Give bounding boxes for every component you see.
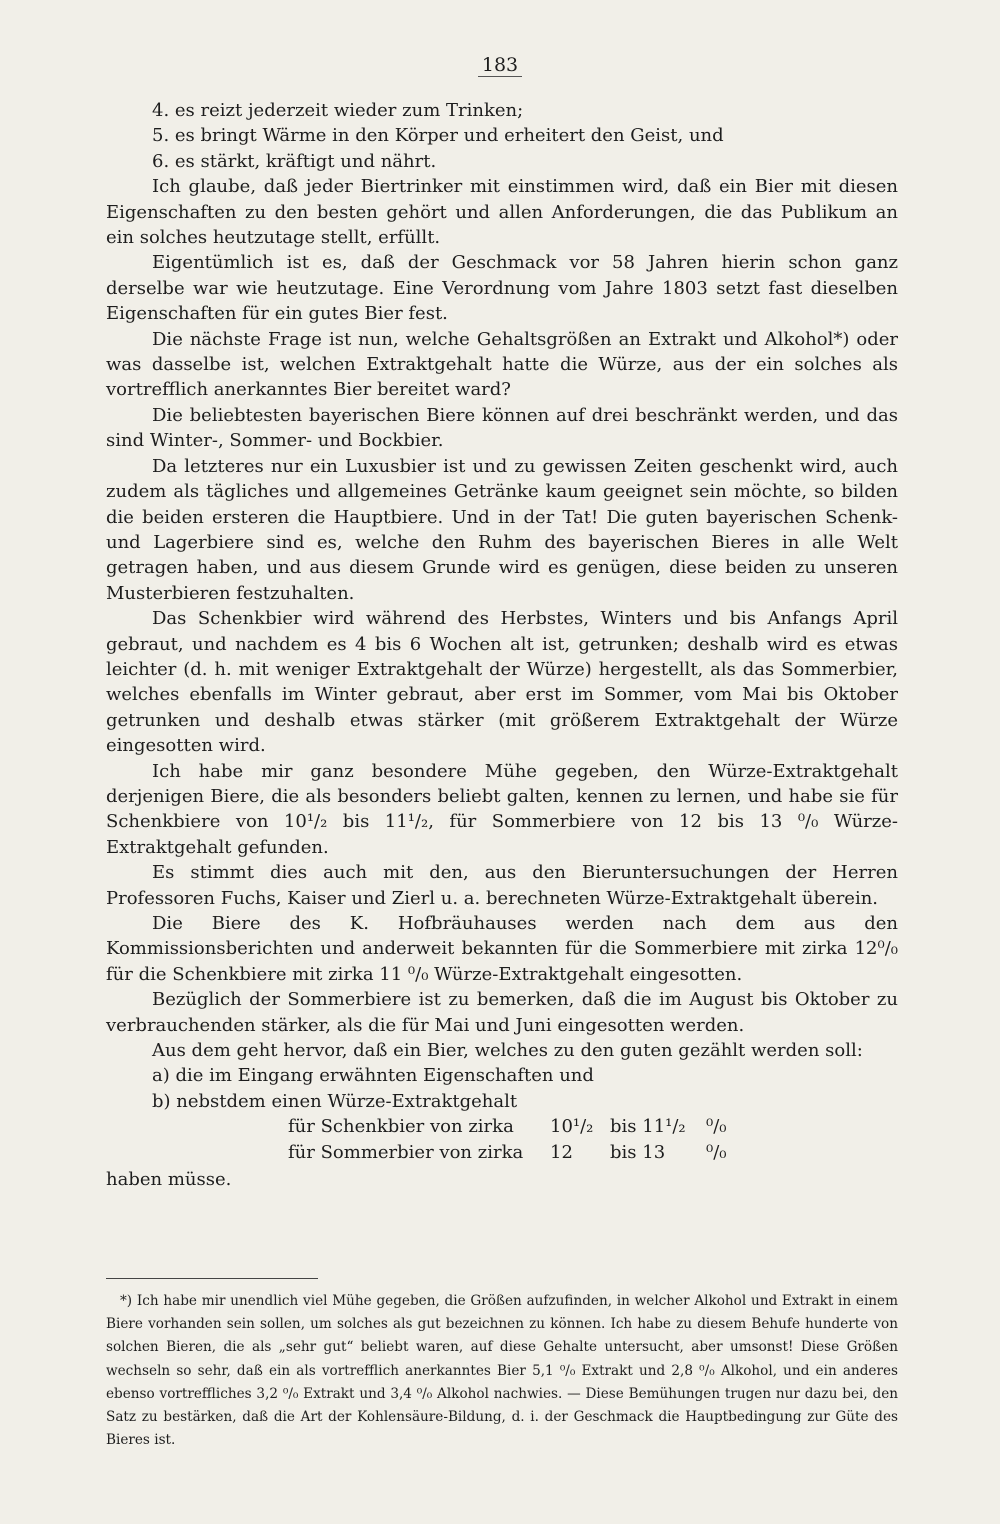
paragraph: Eigentümlich ist es, daß der Geschmack vor 58 Jahren hierin schon ganz derselbe war wie heutzutage. Eine Verordnung vom Jahre 1803 setzt fast dieselben Eigenschaften für ein gutes Bier fest. [106,252,898,325]
closing-line: haben müsse. [106,1169,232,1191]
paragraph: Ich habe mir ganz besondere Mühe gegeben, den Würze-Extraktgehalt derjenigen Biere, die als besonders beliebt galten, kennen zu lernen, und habe sie für Schenkbiere von 10¹/₂ bis 11¹/₂, für Sommerbiere von 12 bis 13 ⁰/₀ Würze-Extraktgehalt gefunden. [106,760,898,858]
paragraph: Die nächste Frage ist nun, welche Gehaltsgrößen an Extrakt und Alkohol*) oder was dasselbe ist, welchen Extraktgehalt hatte die Würze, aus der ein solches als vortrefflich anerkanntes Bier bereitet ward? [106,328,898,401]
paragraph: Aus dem geht hervor, daß ein Bier, welches zu den guten gezählt werden soll: [152,1040,863,1062]
body-text [106,98,898,1192]
table-cell-from: 10¹/₂ [550,1116,594,1138]
paragraph: Da letzteres nur ein Luxusbier ist und zu gewissen Zeiten geschenkt wird, auch zudem als tägliches und allgemeines Getränke kaum geeignet sein möchte, so bilden die beiden ersteren die Hauptbiere. Und in der Tat! Die guten bayerischen Schenk- und Lagerbiere sind es, welche den Ruhm des bayerischen Bieres in alle Welt getragen haben, und aus diesem Grunde wird es genügen, diese beiden zu unseren Musterbieren festzuhalten. [106,455,898,604]
paragraph: Die Biere des K. Hofbräuhauses werden nach dem aus den Kommissionsberichten und anderweit bekannten für die Sommerbiere mit zirka 12⁰/₀ für die Schenkbiere mit zirka 11 ⁰/₀ Würze-Extraktgehalt eingesotten. [106,913,898,985]
table-row [288,1140,898,1165]
table-cell-label: für Schenkbier von zirka [288,1116,514,1138]
list-item: b) nebstdem einen Würze-Extraktgehalt [152,1090,518,1112]
table-cell-to: bis 13 [610,1141,666,1163]
list-item: 5. es bringt Wärme in den Körper und erheitert den Geist, und [152,125,724,147]
extract-table [106,1114,898,1165]
table-cell-to: bis 11¹/₂ [610,1116,686,1138]
paragraph: Die beliebtesten bayerischen Biere können auf drei beschränkt werden, und das sind Winter-, Sommer- und Bockbier. [106,404,898,452]
page-number: 183 [0,54,1000,76]
footnote [106,1290,898,1452]
table-cell-label: für Sommerbier von zirka [288,1141,524,1163]
paragraph: Ich glaube, daß jeder Biertrinker mit einstimmen wird, daß ein Bier mit diesen Eigenschaften zu den besten gehört und allen Anforderungen, die das Publikum an ein solches heutzutage stellt, erfüllt. [106,176,898,249]
paragraph: Bezüglich der Sommerbiere ist zu bemerken, daß die im August bis Oktober zu verbrauchenden stärker, als die für Mai und Juni eingesotten werden. [106,989,898,1036]
paragraph: Es stimmt dies auch mit den, aus den Bieruntersuchungen der Herren Professoren Fuchs, Kaiser und Zierl u. a. berechneten Würze-Extraktgehalt überein. [106,862,898,909]
table-row [288,1114,898,1139]
paragraph: Das Schenkbier wird während des Herbstes, Winters und bis Anfangs April gebraut, und nachdem es 4 bis 6 Wochen alt ist, getrunken; deshalb wird es etwas leichter (d. h. mit weniger Extraktgehalt der Würze) hergestellt, als das Sommerbier, welches ebenfalls im Winter gebraut, aber erst im Sommer, vom Mai bis Oktober getrunken und deshalb etwas stärker (mit größerem Extraktgehalt der Würze eingesotten wird. [106,608,898,757]
table-cell-unit: ⁰/₀ [706,1141,727,1163]
list-item: 6. es stärkt, kräftigt und nährt. [152,150,437,172]
list-item: a) die im Eingang erwähnten Eigenschaften und [152,1065,594,1087]
list-item: 4. es reizt jederzeit wieder zum Trinken; [152,100,524,121]
footnote-text: *) Ich habe mir unendlich viel Mühe gegeben, die Größen aufzufinden, in welcher Alkohol und Extrakt in einem Biere vorhanden sein sollen, um solches als gut bezeichnen zu können. Ich habe zu diesem Behufe hunderte von solchen Bieren, die als „sehr gut“ beliebt waren, auf diese Gehalte untersucht, aber umsonst! Diese Größen wechseln so sehr, daß ein als vortrefflich anerkanntes Bier 5,1 ⁰/₀ Extrakt und 2,8 ⁰/₀ Alkohol, und ein anderes ebenso vortreffliches 3,2 ⁰/₀ Extrakt und 3,4 ⁰/₀ Alkohol nachwies. — Diese Bemühungen trugen nur dazu bei, den Satz zu bestärken, daß die Art der Kohlensäure-Bildung, d. i. der Geschmack die Hauptbedingung zur Güte des Bieres ist. [106,1293,898,1449]
table-cell-from: 12 [550,1141,573,1163]
footnote-divider [106,1278,318,1279]
table-cell-unit: ⁰/₀ [706,1116,727,1138]
